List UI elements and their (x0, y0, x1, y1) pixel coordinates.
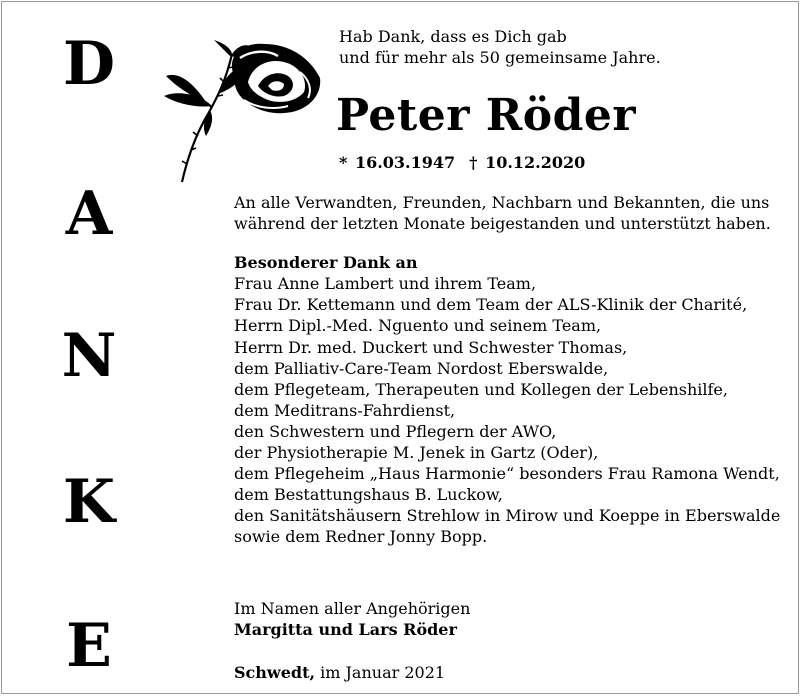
list-item: der Physiotherapie M. Jenek in Gartz (Oder), (234, 443, 599, 463)
deceased-name: Peter Röder (336, 90, 637, 141)
thanks-body (234, 192, 794, 548)
danke-letter-n: N (61, 321, 117, 391)
list-item: Herrn Dipl.-Med. Nguento und seinem Team, (234, 316, 602, 336)
list-item: Frau Dr. Kettemann und dem Team der ALS-Klinik der Charité, (234, 295, 748, 315)
danke-letter-k: K (62, 467, 116, 537)
list-item: dem Pflegeheim „Haus Harmonie“ besonders Frau Ramona Wendt, (234, 464, 780, 484)
list-item: Herrn Dr. med. Duckert und Schwester Thomas, (234, 337, 628, 357)
intro-paragraph: An alle Verwandten, Freunden, Nachbarn und Bekannten, die uns während der letzten Monate beigestanden und unterstützt haben. (234, 193, 771, 234)
list-item: dem Pflegeteam, Therapeuten und Kollegen der Lebenshilfe, (234, 379, 728, 399)
family-names: Margitta und Lars Röder (234, 620, 457, 639)
list-item: sowie dem Redner Jonny Bopp. (234, 527, 488, 547)
list-item: dem Palliativ-Care-Team Nordost Eberswalde, (234, 358, 609, 378)
quote-line-2: und für mehr als 50 gemeinsame Jahre. (339, 48, 661, 67)
life-dates (339, 153, 585, 173)
obituary-notice (1, 1, 799, 694)
danke-letter-e: E (66, 611, 112, 681)
place-city: Schwedt, (234, 663, 316, 682)
list-item: Frau Anne Lambert und ihrem Team, (234, 274, 537, 294)
thanks-list (234, 273, 794, 547)
birth-date: * 16.03.1947 (339, 153, 456, 172)
death-date: † 10.12.2020 (469, 153, 586, 172)
thanks-heading: Besonderer Dank an (234, 253, 418, 273)
place-date: im Januar 2021 (320, 663, 446, 682)
list-item: den Sanitätshäusern Strehlow in Mirow und Koeppe in Eberswalde (234, 506, 781, 526)
signoff (234, 598, 470, 640)
quote-line-1: Hab Dank, dass es Dich gab (339, 27, 567, 46)
signoff-line: Im Namen aller Angehörigen (234, 599, 471, 618)
place-and-date (234, 662, 445, 683)
rose-icon (160, 36, 322, 184)
list-item: den Schwestern und Pflegern der AWO, (234, 421, 557, 441)
danke-letter-a: A (65, 179, 113, 249)
danke-letter-d: D (62, 29, 116, 99)
list-item: dem Bestattungshaus B. Luckow, (234, 485, 503, 505)
memorial-quote (339, 26, 661, 68)
list-item: dem Meditrans-Fahrdienst, (234, 400, 456, 420)
